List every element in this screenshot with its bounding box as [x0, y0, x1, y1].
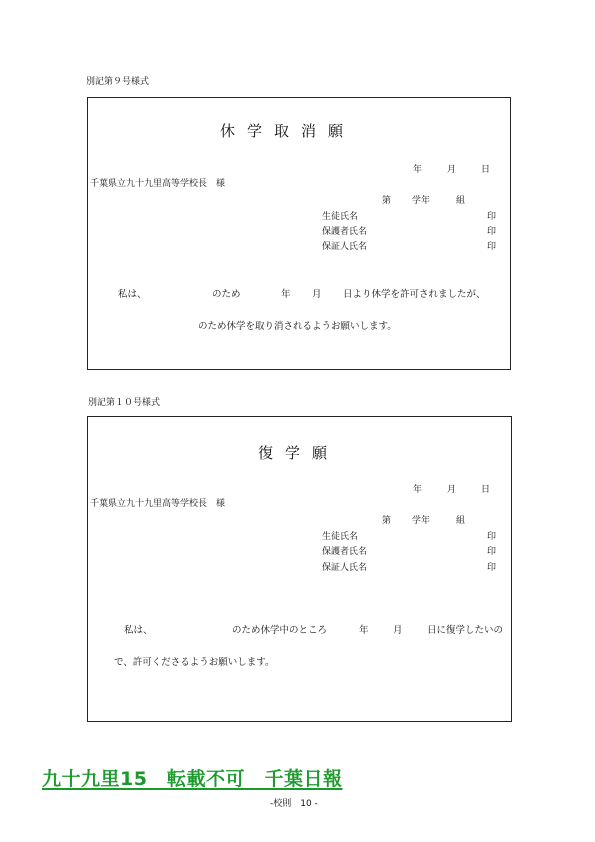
form9-guarantor-name-label: 保証人氏名 — [322, 242, 368, 252]
form10-grade-class: 組 — [456, 516, 466, 526]
form9-body-month: 月 — [312, 289, 322, 300]
form9-guardian-name-label: 保護者氏名 — [322, 227, 368, 237]
form10-label: 別記第１０号様式 — [88, 398, 161, 408]
form10-body-rest: 日に復学したいの — [427, 625, 504, 636]
form9-date-year: 年 — [413, 165, 423, 175]
form10-addressee: 千葉県立九十九里高等学校長 様 — [90, 499, 226, 509]
form10-body-notame: のため休学中のところ — [232, 625, 328, 636]
form10-grade-year: 学年 — [412, 516, 431, 526]
form10-date-day: 日 — [481, 485, 491, 495]
form9-body-watashi: 私は、 — [118, 289, 147, 300]
form9-seal-3: 印 — [487, 242, 497, 252]
form9-body-rest: 日より休学を許可されましたが、 — [343, 289, 486, 300]
form10-date-year: 年 — [413, 485, 423, 495]
form9-grade-class: 組 — [456, 196, 466, 206]
form10-title: 復学願 — [258, 444, 340, 462]
form9-seal-2: 印 — [487, 227, 497, 237]
form10-body-line2: で、許可くださるようお願いします。 — [114, 657, 275, 668]
form9-body-line2: のため休学を取り消されるようお願いします。 — [198, 321, 397, 332]
form10-seal-2: 印 — [487, 547, 497, 557]
form10-body-month: 月 — [393, 625, 403, 636]
form10-date-month: 月 — [447, 485, 457, 495]
form10-guardian-name-label: 保護者氏名 — [322, 547, 368, 557]
form10-seal-1: 印 — [487, 532, 497, 542]
form10-body-watashi: 私は、 — [124, 625, 153, 636]
form9-grade-year: 学年 — [412, 196, 431, 206]
form10-seal-3: 印 — [487, 563, 497, 573]
form9-student-name-label: 生徒氏名 — [322, 212, 359, 222]
form9-body-notame: のため — [212, 289, 241, 300]
form9-label: 別記第９号様式 — [86, 77, 150, 87]
form9-seal-1: 印 — [487, 212, 497, 222]
form10-student-name-label: 生徒氏名 — [322, 532, 359, 542]
form9-title: 休学取消願 — [220, 122, 356, 140]
form9-date-month: 月 — [447, 165, 457, 175]
form9-date-day: 日 — [481, 165, 491, 175]
form10-guarantor-name-label: 保証人氏名 — [322, 563, 368, 573]
form9-grade-dai: 第 — [382, 196, 392, 206]
form9-body-year: 年 — [281, 289, 291, 300]
watermark-footer: 九十九里15 転載不可 千葉日報 — [42, 768, 343, 790]
form10-grade-dai: 第 — [382, 516, 392, 526]
form10-body-year: 年 — [359, 625, 369, 636]
page-number: -校則 10 - — [270, 799, 318, 809]
form9-addressee: 千葉県立九十九里高等学校長 様 — [90, 179, 226, 189]
